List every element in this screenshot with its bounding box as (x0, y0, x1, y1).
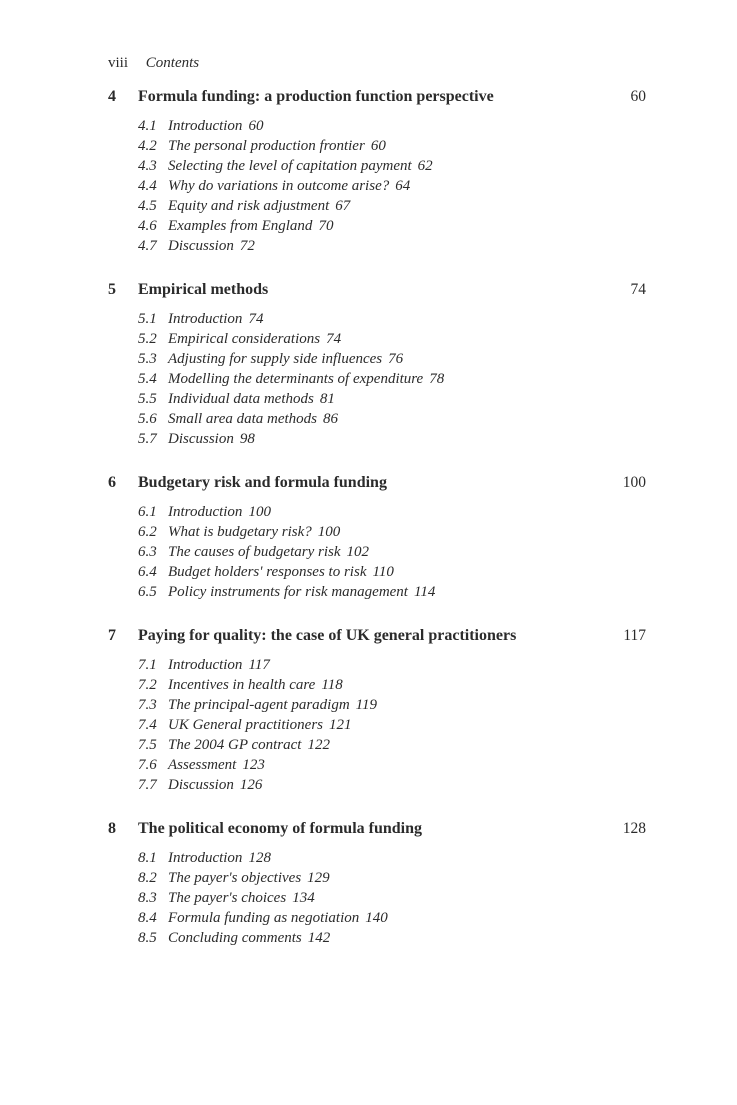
section-title: The 2004 GP contract (168, 737, 302, 753)
section-list (138, 309, 444, 449)
chapter-number: 4 (108, 88, 116, 105)
section-entry[interactable] (138, 136, 433, 156)
section-number: 4.4 (138, 178, 157, 194)
section-page-number: 100 (248, 504, 271, 520)
section-page-number: 118 (321, 677, 343, 693)
section-title: Selecting the level of capitation payment (168, 158, 412, 174)
running-head (108, 55, 199, 72)
section-number: 4.7 (138, 238, 157, 254)
page-folio: viii (108, 55, 129, 71)
section-page-number: 123 (242, 757, 265, 773)
section-number: 4.2 (138, 138, 157, 154)
section-entry[interactable] (138, 309, 444, 329)
section-title: Empirical considerations (168, 331, 321, 347)
section-number: 6.3 (138, 544, 157, 560)
section-title: Introduction (168, 311, 243, 327)
section-entry[interactable] (138, 236, 433, 256)
section-entry[interactable] (138, 502, 435, 522)
section-title: Introduction (168, 850, 243, 866)
section-number: 8.1 (138, 850, 157, 866)
section-title: Assessment (168, 757, 237, 773)
section-page-number: 119 (355, 697, 378, 713)
section-page-number: 81 (319, 391, 335, 407)
section-number: 7.3 (138, 697, 157, 713)
section-entry[interactable] (138, 755, 377, 775)
section-entry[interactable] (138, 928, 388, 948)
chapter-title: Paying for quality: the case of UK general practitioners (138, 627, 517, 644)
section-page-number: 129 (307, 870, 330, 886)
chapter-8 (108, 819, 648, 946)
section-list (138, 655, 377, 795)
section-entry[interactable] (138, 389, 444, 409)
section-entry[interactable] (138, 216, 433, 236)
section-number: 4.6 (138, 218, 157, 234)
section-title: Modelling the determinants of expenditure (168, 371, 424, 387)
section-page-number: 100 (317, 524, 341, 540)
section-number: 5.7 (138, 431, 157, 447)
section-number: 4.3 (138, 158, 157, 174)
section-page-number: 134 (292, 890, 315, 906)
section-page-number: 60 (248, 118, 264, 134)
section-list (138, 502, 435, 602)
chapter-title: The political economy of formula funding (138, 820, 423, 837)
section-entry[interactable] (138, 196, 433, 216)
section-title: The payer's choices (168, 890, 287, 906)
section-list (138, 116, 433, 256)
section-page-number: 98 (239, 431, 255, 447)
section-number: 6.5 (138, 584, 157, 600)
section-list (138, 848, 388, 948)
section-number: 5.1 (138, 311, 157, 327)
section-title: Discussion (168, 777, 234, 793)
chapter-heading[interactable] (108, 626, 648, 646)
section-title: The personal production frontier (168, 138, 365, 154)
section-title: Introduction (168, 118, 243, 134)
section-page-number: 76 (388, 351, 404, 367)
section-page-number: 110 (372, 564, 394, 580)
section-entry[interactable] (138, 562, 435, 582)
section-number: 8.5 (138, 930, 157, 946)
section-title: UK General practitioners (168, 717, 323, 733)
section-entry[interactable] (138, 116, 433, 136)
section-entry[interactable] (138, 582, 435, 602)
section-number: 8.2 (138, 870, 157, 886)
section-page-number: 78 (429, 371, 445, 387)
section-entry[interactable] (138, 369, 444, 389)
chapter-number: 5 (108, 281, 116, 298)
section-number: 6.2 (138, 524, 157, 540)
section-entry[interactable] (138, 695, 377, 715)
section-title: What is budgetary risk? (168, 524, 312, 540)
section-page-number: 140 (365, 910, 388, 926)
chapter-4 (108, 87, 648, 254)
section-page-number: 64 (395, 178, 411, 194)
section-entry[interactable] (138, 675, 377, 695)
section-title: Introduction (168, 504, 243, 520)
section-title: The principal-agent paradigm (168, 697, 350, 713)
section-page-number: 102 (346, 544, 369, 560)
section-title: Individual data methods (168, 391, 314, 407)
section-number: 7.6 (138, 757, 157, 773)
section-page-number: 114 (413, 584, 436, 600)
section-number: 7.2 (138, 677, 157, 693)
section-page-number: 117 (248, 657, 270, 673)
section-number: 8.4 (138, 910, 157, 926)
section-page-number: 62 (417, 158, 433, 174)
section-entry[interactable] (138, 522, 435, 542)
running-head-title: Contents (145, 55, 200, 71)
chapter-heading[interactable] (108, 473, 648, 493)
chapter-page-number: 60 (630, 88, 646, 105)
section-title: The causes of budgetary risk (168, 544, 341, 560)
section-title: Introduction (168, 657, 243, 673)
chapter-heading[interactable] (108, 280, 648, 300)
chapter-title: Formula funding: a production function perspective (138, 88, 494, 105)
section-page-number: 122 (307, 737, 330, 753)
section-title: Adjusting for supply side influences (168, 351, 383, 367)
section-number: 7.4 (138, 717, 157, 733)
chapter-heading[interactable] (108, 819, 648, 839)
chapter-page-number: 100 (622, 474, 646, 491)
section-title: Examples from England (168, 218, 313, 234)
section-entry[interactable] (138, 409, 444, 429)
section-entry[interactable] (138, 908, 388, 928)
section-page-number: 67 (335, 198, 351, 214)
section-entry[interactable] (138, 329, 444, 349)
section-number: 6.4 (138, 564, 157, 580)
section-entry[interactable] (138, 429, 444, 449)
section-page-number: 121 (329, 717, 352, 733)
section-page-number: 72 (239, 238, 255, 254)
section-entry[interactable] (138, 775, 377, 795)
section-entry[interactable] (138, 156, 433, 176)
chapter-page-number: 117 (623, 627, 646, 644)
section-number: 7.7 (138, 777, 157, 793)
chapter-heading[interactable] (108, 87, 648, 107)
section-entry[interactable] (138, 848, 388, 868)
chapter-number: 7 (108, 627, 116, 644)
section-entry[interactable] (138, 176, 433, 196)
section-title: Equity and risk adjustment (168, 198, 330, 214)
section-page-number: 128 (248, 850, 271, 866)
section-entry[interactable] (138, 868, 388, 888)
section-title: Budget holders' responses to risk (168, 564, 367, 580)
section-title: Concluding comments (168, 930, 302, 946)
section-title: Why do variations in outcome arise? (168, 178, 390, 194)
section-title: Small area data methods (168, 411, 318, 427)
chapter-number: 8 (108, 820, 116, 837)
section-title: Policy instruments for risk management (168, 584, 408, 600)
section-page-number: 86 (323, 411, 339, 427)
section-page-number: 70 (318, 218, 334, 234)
section-number: 5.5 (138, 391, 157, 407)
section-title: The payer's objectives (168, 870, 302, 886)
section-number: 5.2 (138, 331, 157, 347)
chapter-page-number: 74 (630, 281, 646, 298)
section-number: 4.5 (138, 198, 157, 214)
chapter-6 (108, 473, 648, 600)
section-number: 7.1 (138, 657, 157, 673)
chapter-5 (108, 280, 648, 447)
section-entry[interactable] (138, 349, 444, 369)
section-title: Discussion (168, 431, 234, 447)
chapter-title: Budgetary risk and formula funding (138, 474, 387, 491)
section-number: 6.1 (138, 504, 157, 520)
section-entry[interactable] (138, 542, 435, 562)
section-entry[interactable] (138, 888, 388, 908)
section-entry[interactable] (138, 655, 377, 675)
section-number: 4.1 (138, 118, 157, 134)
section-title: Formula funding as negotiation (168, 910, 360, 926)
chapter-number: 6 (108, 474, 116, 491)
section-number: 5.3 (138, 351, 157, 367)
chapter-7 (108, 626, 648, 793)
section-page-number: 74 (326, 331, 342, 347)
section-page-number: 60 (370, 138, 386, 154)
section-number: 5.6 (138, 411, 157, 427)
section-number: 8.3 (138, 890, 157, 906)
section-page-number: 142 (307, 930, 331, 946)
section-title: Discussion (168, 238, 234, 254)
chapter-page-number: 128 (622, 820, 646, 837)
section-number: 5.4 (138, 371, 157, 387)
section-page-number: 74 (248, 311, 264, 327)
section-entry[interactable] (138, 715, 377, 735)
section-page-number: 126 (239, 777, 263, 793)
chapter-title: Empirical methods (138, 281, 269, 298)
section-entry[interactable] (138, 735, 377, 755)
section-title: Incentives in health care (168, 677, 316, 693)
section-number: 7.5 (138, 737, 157, 753)
